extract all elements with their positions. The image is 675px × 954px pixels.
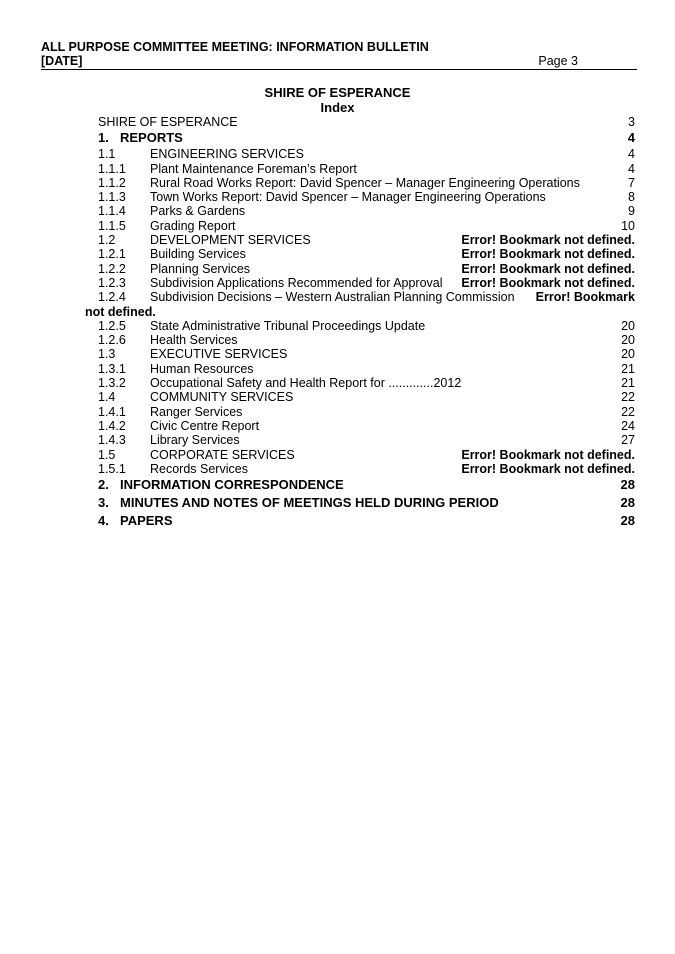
toc-entry-1-2-4[interactable] xyxy=(85,290,635,304)
toc-entry-page: 20 xyxy=(621,333,635,348)
toc-entry-1-2-3[interactable] xyxy=(85,276,635,290)
toc-entry-number: 1.5.1 xyxy=(98,461,126,476)
toc-entry-text: REPORTS xyxy=(120,130,183,146)
toc-entry-number: 1.3.2 xyxy=(98,376,126,391)
toc-entry-1-2-4-continued xyxy=(85,305,635,319)
toc-entry-page: 28 xyxy=(620,495,635,511)
toc-entry-page: 24 xyxy=(621,418,635,433)
toc-entry-text: Ranger Services xyxy=(150,404,243,419)
toc-entry-number: 1.1.5 xyxy=(98,218,126,233)
toc-entry-number: 1.1.4 xyxy=(98,204,126,219)
toc-entry-text: Building Services xyxy=(150,247,246,262)
toc-entry-text: Health Services xyxy=(150,333,238,348)
toc-section-reports[interactable] xyxy=(85,129,635,147)
toc-entry-number: 1.4 xyxy=(98,390,116,405)
header-page-number: Page 3 xyxy=(538,54,578,68)
toc-entry-page: 20 xyxy=(621,347,635,362)
toc-entry-1-2-1[interactable] xyxy=(85,247,635,261)
toc-entry-text: INFORMATION CORRESPONDENCE xyxy=(120,477,344,493)
toc-entry-page: 21 xyxy=(621,361,635,376)
toc-entry-number: 3. xyxy=(98,495,109,511)
toc-entry-number: 2. xyxy=(98,477,109,493)
toc-entry-page: 3 xyxy=(628,115,635,129)
toc-entry-page: 4 xyxy=(628,161,635,176)
toc-entry-1-1-1[interactable] xyxy=(85,162,635,176)
table-of-contents xyxy=(85,115,635,530)
toc-entry-1-3-2[interactable] xyxy=(85,376,635,390)
toc-entry-text: Subdivision Decisions – Western Australian Planning Commission xyxy=(150,290,515,305)
toc-entry-text: Library Services xyxy=(150,433,240,448)
toc-entry-1-5[interactable] xyxy=(85,448,635,462)
toc-entry-text: Civic Centre Report xyxy=(150,418,260,433)
toc-entry-page: 10 xyxy=(621,218,635,233)
toc-entry-number: 1.3 xyxy=(98,347,116,362)
toc-entry-text: Rural Road Works Report: David Spencer – Manager Engineering Operations xyxy=(150,175,580,190)
toc-entry-text: Planning Services xyxy=(150,261,251,276)
toc-entry-page: Error! Bookmark not defined. xyxy=(461,261,635,276)
toc-entry-page: 4 xyxy=(628,147,635,162)
toc-entry-page: Error! Bookmark not defined. xyxy=(461,233,635,248)
toc-entry-page: 7 xyxy=(628,175,635,190)
toc-entry-text: Human Resources xyxy=(150,361,254,376)
document-subtitle: Index xyxy=(320,100,355,115)
toc-entry-text: Records Services xyxy=(150,461,248,476)
toc-entry-page: Error! Bookmark not defined. xyxy=(461,247,635,262)
toc-entry-page: 22 xyxy=(621,390,635,405)
page-header xyxy=(41,40,637,70)
toc-section-papers[interactable] xyxy=(85,512,635,530)
toc-entry-number: 1.4.3 xyxy=(98,433,126,448)
toc-entry-number: 1.1.3 xyxy=(98,190,126,205)
toc-entry-text: Town Works Report: David Spencer – Manager Engineering Operations xyxy=(150,190,546,205)
toc-entry-page: 4 xyxy=(627,130,635,146)
header-date-row xyxy=(41,54,637,70)
toc-entry-text: CORPORATE SERVICES xyxy=(150,447,295,462)
toc-entry-number: 4. xyxy=(98,513,109,529)
toc-entry-number: 1.5 xyxy=(98,447,116,462)
toc-entry-page-continued: not defined. xyxy=(85,304,156,319)
toc-entry-number: 1.2 xyxy=(98,233,116,248)
document-title: SHIRE OF ESPERANCE xyxy=(264,85,411,100)
toc-entry-text: COMMUNITY SERVICES xyxy=(150,390,294,405)
header-date: [DATE] xyxy=(41,54,83,68)
toc-entry-1-2-5[interactable] xyxy=(85,319,635,333)
toc-entry-text: Occupational Safety and Health Report for .............2012 xyxy=(150,376,462,391)
toc-entry-number: 1.1.1 xyxy=(98,161,126,176)
toc-entry-1-1-5[interactable] xyxy=(85,219,635,233)
toc-entry-number: 1.3.1 xyxy=(98,361,126,376)
toc-entry-text: EXECUTIVE SERVICES xyxy=(150,347,288,362)
toc-entry-text: ENGINEERING SERVICES xyxy=(150,147,304,162)
toc-entry-page: 28 xyxy=(620,477,635,493)
toc-entry-text: SHIRE OF ESPERANCE xyxy=(98,115,238,129)
toc-entry-number: 1.1.2 xyxy=(98,175,126,190)
toc-entry-number: 1. xyxy=(98,130,109,146)
toc-entry-number: 1.1 xyxy=(98,147,116,162)
toc-entry-number: 1.2.4 xyxy=(98,290,126,305)
toc-entry-number: 1.2.6 xyxy=(98,333,126,348)
toc-entry-1-2-2[interactable] xyxy=(85,262,635,276)
toc-entry-1-2[interactable] xyxy=(85,233,635,247)
bulletin-title: ALL PURPOSE COMMITTEE MEETING: INFORMATION BULLETIN xyxy=(41,40,429,54)
toc-entry-page: 21 xyxy=(621,376,635,391)
toc-entry-text: Plant Maintenance Foreman’s Report xyxy=(150,161,357,176)
toc-entry-page: 22 xyxy=(621,404,635,419)
toc-entry-page: 27 xyxy=(621,433,635,448)
toc-entry-page: Error! Bookmark not defined. xyxy=(461,275,635,290)
toc-entry-1-3-1[interactable] xyxy=(85,362,635,376)
toc-entry-text: PAPERS xyxy=(120,513,173,529)
toc-entry-1-2-6[interactable] xyxy=(85,333,635,347)
toc-entry-page: Error! Bookmark not defined. xyxy=(461,461,635,476)
toc-entry-intro[interactable] xyxy=(85,115,635,129)
toc-entry-page: 28 xyxy=(620,513,635,529)
toc-entry-number: 1.2.3 xyxy=(98,275,126,290)
toc-entry-number: 1.2.1 xyxy=(98,247,126,262)
toc-entry-text: Parks & Gardens xyxy=(150,204,246,219)
toc-entry-number: 1.2.2 xyxy=(98,261,126,276)
toc-entry-number: 1.4.2 xyxy=(98,418,126,433)
toc-entry-1-4-1[interactable] xyxy=(85,405,635,419)
toc-entry-page: 20 xyxy=(621,318,635,333)
toc-entry-1-1-4[interactable] xyxy=(85,204,635,218)
toc-entry-1-4-2[interactable] xyxy=(85,419,635,433)
toc-entry-text: Grading Report xyxy=(150,218,236,233)
toc-entry-1-1-2[interactable] xyxy=(85,176,635,190)
toc-entry-number: 1.2.5 xyxy=(98,318,126,333)
toc-entry-1-3[interactable] xyxy=(85,347,635,361)
toc-entry-page: Error! Bookmark not defined. xyxy=(461,447,635,462)
toc-section-information-correspondence[interactable] xyxy=(85,476,635,494)
toc-entry-1-4-3[interactable] xyxy=(85,433,635,447)
toc-section-minutes[interactable] xyxy=(85,494,635,512)
toc-entry-text: MINUTES AND NOTES OF MEETINGS HELD DURING PERIOD xyxy=(120,495,499,511)
toc-entry-text: State Administrative Tribunal Proceedings Update xyxy=(150,318,426,333)
toc-entry-page: Error! Bookmark xyxy=(535,290,635,305)
toc-entry-page: 9 xyxy=(628,204,635,219)
toc-entry-text: Subdivision Applications Recommended for Approval xyxy=(150,275,443,290)
toc-entry-1-1-3[interactable] xyxy=(85,190,635,204)
toc-entry-1-4[interactable] xyxy=(85,390,635,404)
toc-entry-1-5-1[interactable] xyxy=(85,462,635,476)
toc-entry-number: 1.4.1 xyxy=(98,404,126,419)
toc-entry-1-1[interactable] xyxy=(85,147,635,161)
toc-entry-page: 8 xyxy=(628,190,635,205)
toc-entry-text: DEVELOPMENT SERVICES xyxy=(150,233,311,248)
